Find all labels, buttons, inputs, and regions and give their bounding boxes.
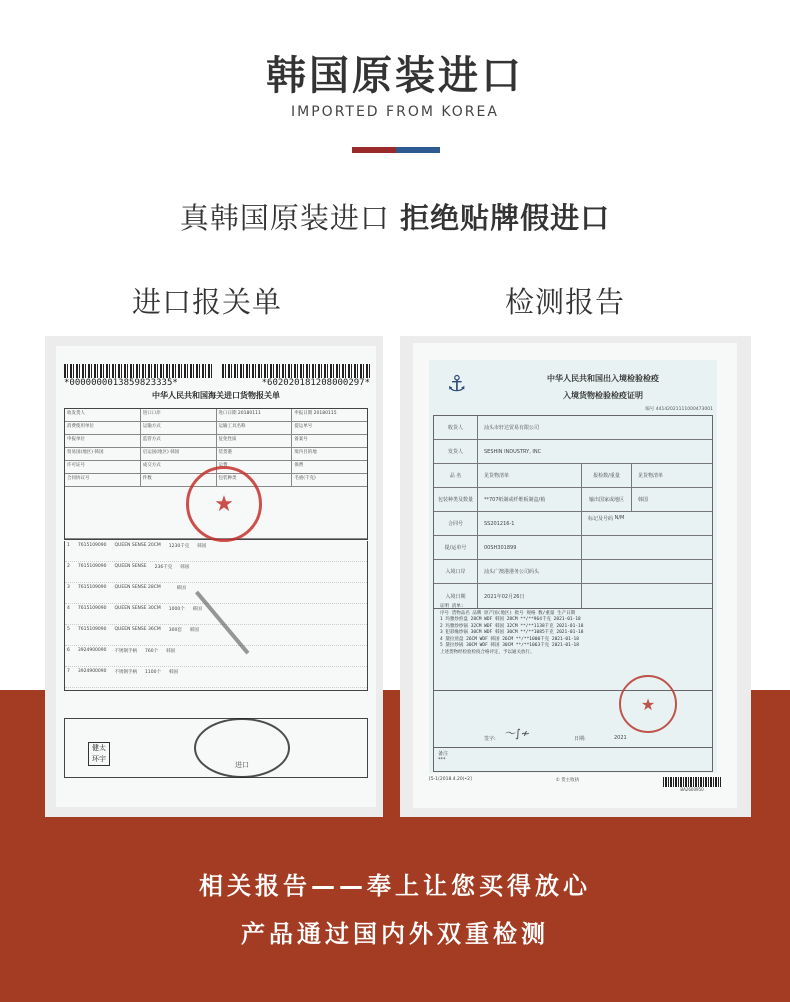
table-value: 2021年02月26日	[478, 584, 582, 608]
divider-red	[352, 147, 396, 153]
table-cell: 申报日期 20180115	[294, 411, 337, 416]
list-item: 1 玛雅炒煎盘 28CM WDF 韩国 28CM **/**964千克 2021-01-18	[440, 617, 581, 622]
section-label-customs: 进口报关单	[132, 285, 283, 319]
page-title: 韩国原装进口	[266, 53, 524, 99]
cert-barcode	[663, 777, 721, 792]
barcode-left	[64, 364, 212, 378]
table-value: 韩国	[638, 497, 649, 503]
table-cell: 装货港	[217, 448, 293, 460]
table-key: 入境口岸	[434, 560, 478, 583]
table-cell: 启运国(地区) 韩国	[141, 448, 217, 460]
table-value: 00SH301899	[478, 536, 582, 559]
cert-goods-list	[433, 601, 713, 691]
date-label: 日期:	[574, 736, 586, 742]
page-subtitle-en: IMPORTED FROM KOREA	[291, 104, 499, 120]
table-cell: 件数	[141, 474, 217, 486]
table-cell: 收发货人	[65, 409, 141, 421]
table-row	[434, 464, 712, 488]
cert-remark	[433, 748, 713, 772]
table-cell: 保费	[294, 463, 304, 468]
list-item: 2 7615109090 QUEEN SENSE 236千克 韩国	[65, 562, 367, 583]
table-cell: 许可证号	[65, 461, 141, 473]
table-key: 合同号	[434, 512, 478, 535]
table-key: 入境日期	[434, 584, 478, 608]
table-value: 见货物清单	[478, 464, 582, 487]
list-item: 6 3924900090 不锈钢手柄 760个 韩国	[65, 646, 367, 667]
table-value: SS201216-1	[478, 512, 582, 535]
divider-blue	[396, 147, 440, 153]
barcode-numbers	[64, 378, 370, 388]
list-item: 5 7615109090 QUEEN SENSE 36CM 300套 韩国	[65, 625, 367, 646]
copy-label: ① 货主收执	[555, 778, 580, 783]
list-item: 7 3924900090 不锈钢手柄 1100个 韩国	[65, 667, 367, 688]
table-value: 标记及号码 N/M	[588, 515, 625, 522]
list-item: 1 7615109090 QUEEN SENSE 20CM 1230千克 韩国	[65, 541, 367, 562]
customs-broker-stamp-icon: 进口	[194, 718, 290, 778]
inspection-report-document	[413, 343, 737, 808]
date-value: 2021	[614, 735, 627, 741]
barcode-text: BA2600950	[680, 787, 704, 792]
cert-table	[433, 415, 713, 609]
table-cell: 提运单号	[294, 424, 313, 429]
customs-doc-title: 中华人民共和国海关进口货物报关单	[152, 391, 280, 400]
list-item: 3 犯彩缘炒锅 30CM WDF 韩国 30CM **/**1085千克 2021-01-18	[440, 630, 584, 635]
table-cell: 包装种类	[217, 474, 293, 486]
table-value: 汕头广澳港港务公司码头	[478, 560, 582, 583]
cert-title-line1: 中华人民共和国出入境检验检疫	[547, 374, 659, 383]
cert-number: 编号 44142021111000473001	[645, 407, 713, 412]
table-cell: 监管方式	[141, 435, 217, 447]
section-label-report: 检测报告	[505, 285, 626, 319]
table-cell: 申报单位	[65, 435, 141, 447]
table-cell: 备案号	[294, 437, 308, 442]
table-cell: 运费	[217, 461, 293, 473]
table-row	[65, 435, 367, 448]
table-cell: 进口日期 20180111	[217, 409, 293, 421]
table-key: 品 名	[434, 464, 478, 487]
table-value: 见货物清单	[638, 473, 664, 479]
table-value: **707纸制或纤维板制盒/箱	[478, 488, 582, 511]
list-item: 4 7615109090 QUEEN SENSE 30CM 1000个 韩国	[65, 604, 367, 625]
blank-cell	[582, 536, 712, 559]
band-line-1: 相关报告——奉上让您买得放心	[199, 872, 591, 900]
table-cell: 毛重(千克)	[294, 476, 316, 481]
customs-declaration-panel	[45, 336, 383, 817]
list-item: 3 7615109090 QUEEN SENSE 28CM 韩国	[65, 583, 367, 604]
list-item: 5 黛拉炒锅 30CM WDF 韩国 30CM **/**1063千克 2021-01-18	[440, 643, 579, 648]
list-conclusion: 上述货物经检验检疫合格评定，予以通关放行。	[440, 649, 535, 655]
table-cell: 征免性质	[217, 435, 293, 447]
table-cell: 进口口岸	[141, 409, 217, 421]
table-cell: 运输方式	[141, 422, 217, 434]
table-cell: 运输工具名称	[217, 422, 293, 434]
inspection-emblem-icon: ⚓	[447, 372, 467, 397]
official-red-stamp-icon: ★	[619, 675, 677, 733]
tagline-bold: 拒绝贴牌假进口	[400, 201, 611, 235]
tagline	[0, 196, 790, 237]
table-cell: 贸易国(地区) 韩国	[65, 448, 141, 460]
title-divider	[352, 147, 440, 153]
table-key: 输出国家或地区	[582, 488, 632, 511]
table-row	[434, 560, 712, 584]
list-item: 2 玛雅炒炒锅 32CM WDF 韩国 32CM **/**1138千克 2021-01-18	[440, 623, 584, 629]
form-code: [5-1(2018.4.20)•2]	[429, 777, 472, 782]
barcode-icon	[663, 777, 721, 787]
customs-declaration-document	[56, 346, 376, 807]
table-key: 发货人	[434, 440, 478, 463]
barcode-right-number: *602020181208000297*	[261, 378, 370, 388]
table-cell: 成交方式	[141, 461, 217, 473]
table-cell: 消费使用单位	[65, 422, 141, 434]
remark-value: ***	[438, 757, 446, 763]
table-key: 收货人	[434, 416, 478, 439]
band-line-2: 产品通过国内外双重检测	[241, 920, 549, 948]
signature-icon: 〜∫≁	[504, 727, 530, 740]
table-row	[434, 512, 712, 536]
tagline-regular: 真韩国原装进口	[179, 201, 401, 235]
blank-cell	[582, 560, 712, 583]
table-row	[65, 409, 367, 422]
table-row	[65, 448, 367, 461]
table-cell: 境内目的地	[294, 450, 317, 455]
table-cell: 合同协议号	[65, 474, 141, 486]
square-seal-icon: 健太 环宇	[88, 742, 110, 766]
inspection-certificate	[429, 360, 717, 773]
list-header: 证明 清单:	[440, 604, 464, 609]
table-key: 提/运单号	[434, 536, 478, 559]
table-value: SESHIN INDUSTRY, INC	[484, 448, 542, 455]
table-row	[434, 440, 712, 464]
table-row	[434, 488, 712, 512]
table-key: 报检数/重量	[582, 464, 632, 487]
signature-label: 签字:	[484, 736, 496, 742]
barcode-left-number: *0000000013859823335*	[64, 378, 178, 388]
cert-title-line2: 入境货物检验检疫证明	[563, 391, 643, 400]
remark-label: 备注	[438, 751, 449, 757]
table-key: 包装种类及数量	[434, 488, 478, 511]
barcode-right	[222, 364, 370, 378]
barcodes	[64, 364, 370, 378]
table-value: 汕头市轩达贸易有限公司	[484, 425, 540, 431]
red-company-stamp-icon: ★	[186, 466, 262, 542]
table-row	[434, 536, 712, 560]
list-item: 4 黛拉煎盘 26CM WDF 韩国 26CM **/**1000千克 2021-01-18	[440, 636, 579, 642]
table-row	[434, 416, 712, 440]
cert-footer	[429, 777, 721, 792]
inspection-report-panel	[400, 336, 751, 817]
list-columns: 序号 货物品名 品牌 原产国(地区) 批号 规格 数/重量 生产日期	[440, 610, 576, 616]
table-row	[65, 422, 367, 435]
